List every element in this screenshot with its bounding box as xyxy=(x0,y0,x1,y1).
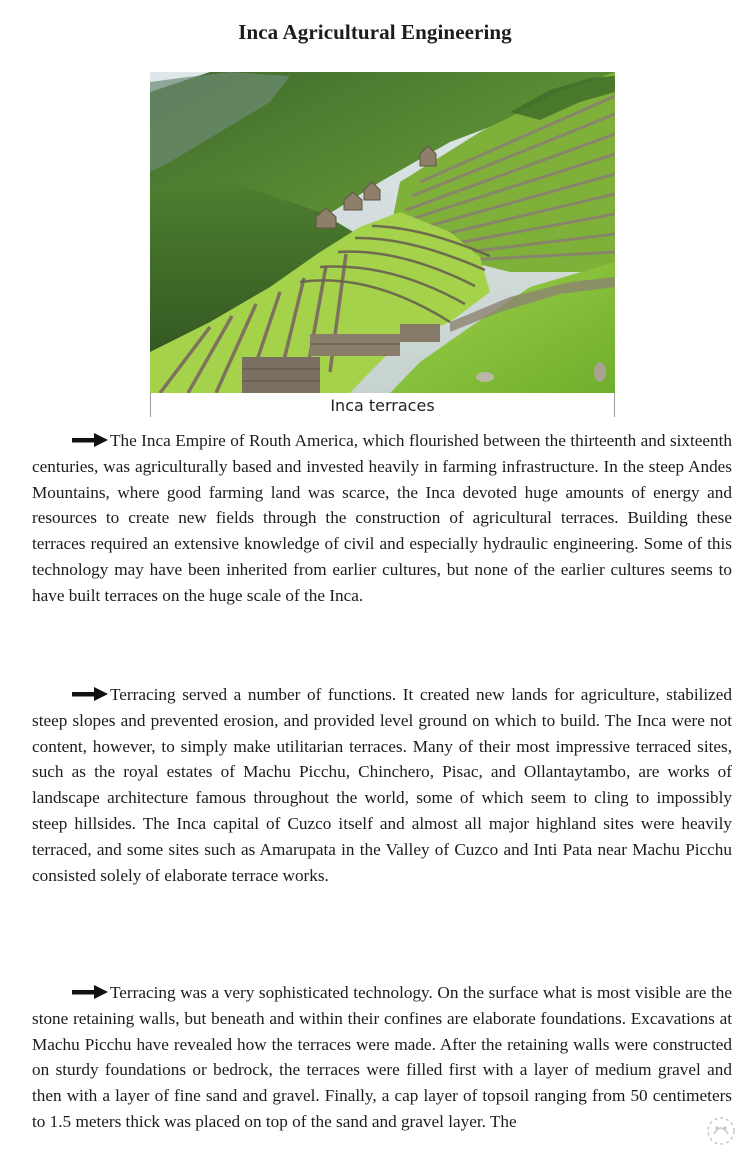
watermark-logo-icon xyxy=(704,1114,738,1148)
paragraph-1 xyxy=(32,428,732,609)
paragraph-2 xyxy=(32,682,732,888)
figure-caption: Inca terraces xyxy=(330,396,435,415)
right-arrow-icon xyxy=(72,687,108,701)
terraces-figure xyxy=(150,72,615,417)
paragraph-2-text: Terracing served a number of functions. It created new lands for agriculture, stabilized steep slopes and prevented erosion, and provided level ground on which to build. The Inca were not content, however, to simply make utilitarian terraces. Many of their most impressive terraced sites, such as the royal estates of Machu Picchu, Chinchero, Pisac, and Ollantaytambo, are works of landscape architecture famous throughout the world, some of which seem to cling to impossibly steep hillsides. The Inca capital of Cuzco itself and almost all major highland sites were heavily terraced, and some sites such as Amarupata in the Valley of Cuzco and Inti Pata near Machu Picchu consisted solely of elaborate terrace works. xyxy=(32,685,732,885)
paragraph-1-text: The Inca Empire of Routh America, which flourished between the thirteenth and sixteenth centuries, was agriculturally based and invested heavily in farming infrastructure. In the steep Andes Mountains, where good farming land was scarce, the Inca devoted huge amounts of energy and resources to create new fields through the construction of agricultural terraces. Building these terraces required an extensive knowledge of civil and especially hydraulic engineering. Some of this technology may have been inherited from earlier cultures, but none of the earlier cultures seems to have built terraces on the huge scale of the Inca. xyxy=(32,431,732,605)
terraces-photo xyxy=(150,72,615,393)
right-arrow-icon xyxy=(72,433,108,447)
document-title: Inca Agricultural Engineering xyxy=(238,20,512,44)
paragraph-3 xyxy=(32,980,732,1135)
paragraph-3-text: Terracing was a very sophisticated technology. On the surface what is most visible are the stone retaining walls, but beneath and within their confines are elaborate foundations. Excavations at Machu Picchu have revealed how the terraces were made. After the retaining walls were constructed on sturdy foundations or bedrock, the terraces were filled first with a layer of medium gravel and then with a layer of fine sand and gravel. Finally, a cap layer of topsoil ranging from 50 centimeters to 1.5 meters thick was placed on top of the sand and gravel layer. The xyxy=(32,983,732,1131)
right-arrow-icon xyxy=(72,985,108,999)
